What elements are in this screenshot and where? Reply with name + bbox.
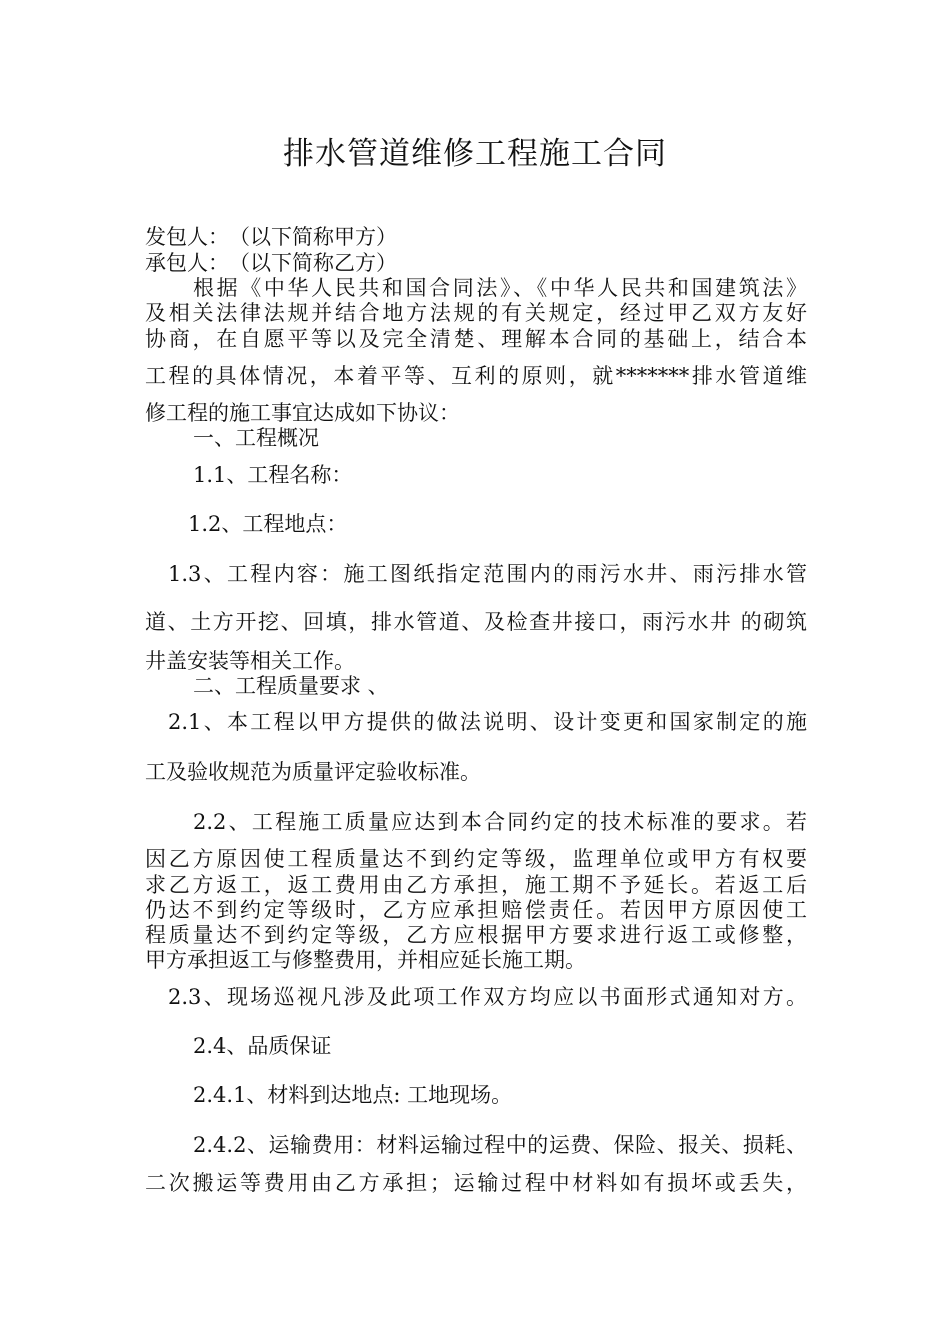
clause-line: 2.3、现场巡视凡涉及此项工作双方均应以书面形式通知对方。 bbox=[168, 985, 807, 1009]
clause-line: 求乙方返工，返工费用由乙方承担，施工期不予延长。若返工后 bbox=[145, 873, 807, 897]
document-title: 排水管道维修工程施工合同 bbox=[283, 136, 667, 172]
clause-line: 程质量达不到约定等级，乙方应根据甲方要求进行返工或修整， bbox=[145, 923, 807, 947]
clause-line: 2.4.1、材料到达地点: 工地现场。 bbox=[193, 1083, 513, 1107]
section-heading: 二、工程质量要求 、 bbox=[193, 674, 389, 698]
clause-line: 甲方承担返工与修整费用，并相应延长施工期。 bbox=[145, 948, 586, 972]
clause-line: 井盖安装等相关工作。 bbox=[145, 649, 355, 673]
clause-line: 1.1、工程名称： bbox=[193, 463, 353, 487]
paragraph-line: 修工程的施工事宜达成如下协议： bbox=[145, 401, 460, 425]
clause-line: 2.4、品质保证 bbox=[193, 1034, 332, 1058]
clause-line: 工及验收规范为质量评定验收标准。 bbox=[145, 760, 481, 784]
paragraph-line: 及相关法律法规并结合地方法规的有关规定，经过甲乙双方友好 bbox=[145, 301, 807, 325]
clause-line: 1.3、工程内容：施工图纸指定范围内的雨污水井、雨污排水管 bbox=[168, 562, 807, 586]
clause-line: 因乙方原因使工程质量达不到约定等级，监理单位或甲方有权要 bbox=[145, 847, 807, 871]
clause-line: 2.2、工程施工质量应达到本合同约定的技术标准的要求。若 bbox=[193, 810, 807, 834]
clause-line: 2.1、本工程以甲方提供的做法说明、设计变更和国家制定的施 bbox=[168, 710, 807, 734]
line-contractor-b: 承包人： （以下简称乙方） bbox=[145, 251, 397, 275]
clause-line: 1.2、工程地点： bbox=[188, 512, 348, 536]
clause-line: 2.4.2、运输费用：材料运输过程中的运费、保险、报关、损耗、 bbox=[193, 1133, 807, 1157]
paragraph-line: 工程的具体情况，本着平等、互利的原则，就*******排水管道维 bbox=[145, 364, 807, 388]
paragraph-line: 根据《中华人民共和国合同法》、《中华人民共和国建筑法》 bbox=[193, 276, 807, 300]
clause-line: 道、土方开挖、回填，排水管道、及检查井接口，雨污水井 的砌筑 bbox=[145, 610, 807, 634]
clause-line: 仍达不到约定等级时，乙方应承担赔偿责任。若因甲方原因使工 bbox=[145, 898, 807, 922]
paragraph-line: 协商，在自愿平等以及完全清楚、理解本合同的基础上，结合本 bbox=[145, 327, 807, 351]
clause-line: 二次搬运等费用由乙方承担；运输过程中材料如有损坏或丢失， bbox=[145, 1171, 807, 1195]
line-contractor-a: 发包人： （以下简称甲方） bbox=[145, 225, 397, 249]
section-heading: 一、工程概况 bbox=[193, 426, 319, 450]
